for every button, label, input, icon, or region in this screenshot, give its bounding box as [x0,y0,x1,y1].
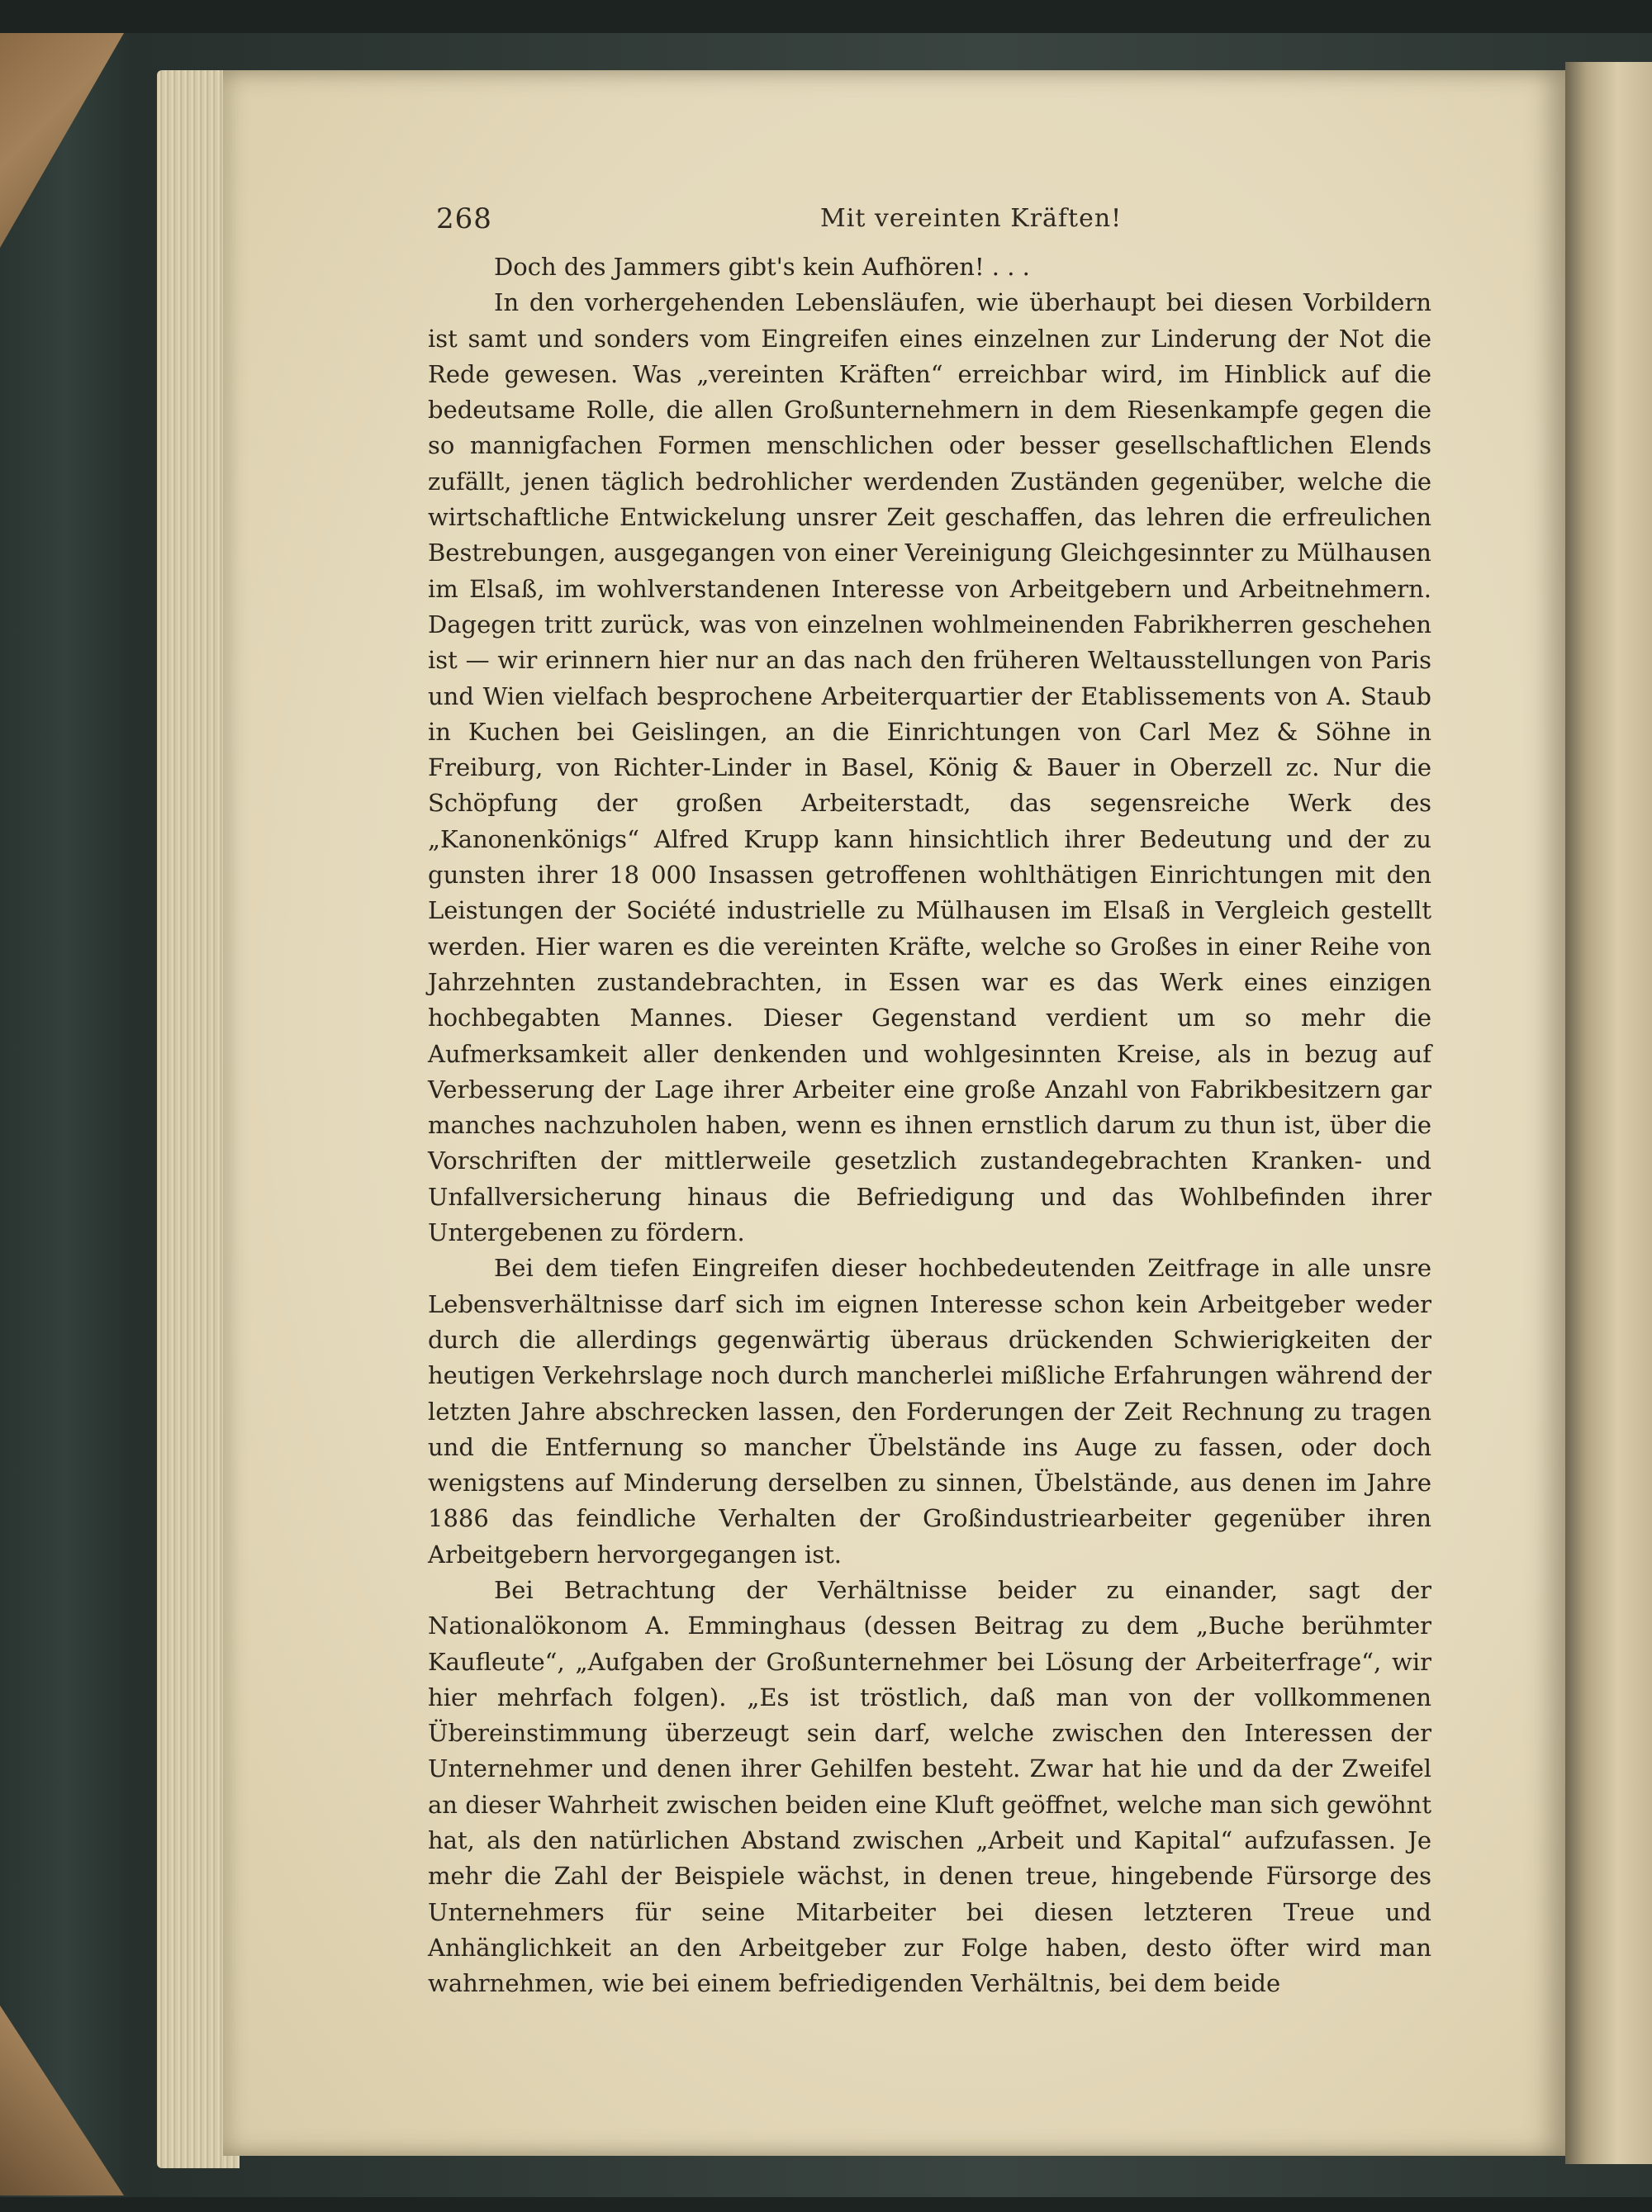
paragraph: Bei dem tiefen Eingreifen dieser hochbedeutenden Zeitfrage in alle unsre Lebensverhältnisse darf sich im eignen Interesse schon kein Arbeitgeber weder durch die allerdings gegenwärtig überaus drückenden Schwierigkeiten der heutigen Verkehrslage noch durch mancherlei mißliche Erfahrungen während der letzten Jahre abschrecken lassen, den Forderungen der Zeit Rechnung zu tragen und die Entfernung so mancher Übelstände ins Auge zu fassen, oder doch wenigstens auf Minderung derselben zu sinnen, Übelstände, aus denen im Jahre 1886 das feindliche Verhalten der Großindustriearbeiter gegenüber ihren Arbeitgebern hervorgegangen ist. [428,1254,1431,1569]
running-title: Mit vereinten Kräften! [820,204,1123,233]
page-header [436,202,1427,244]
page-number: 268 [436,202,492,235]
paragraph: In den vorhergehenden Lebensläufen, wie überhaupt bei diesen Vorbildern ist samt und sonders vom Eingreifen eines einzelnen zur Linderung der Not die Rede gewesen. Was „vereinten Kräften“ erreichbar wird, im Hinblick auf die bedeutsame Rolle, die allen Großunternehmern in dem Riesenkampfe gegen die so mannigfachen Formen menschlichen oder besser gesellschaftlichen Elends zufällt, jenen täglich bedrohlicher werdenden Zuständen gegenüber, welche die wirtschaftliche Entwickelung unsrer Zeit geschaffen, das lehren die erfreulichen Bestrebungen, ausgegangen von einer Vereinigung Gleichgesinnter zu Mülhausen im Elsaß, im wohlverstandenen Interesse von Arbeitgebern und Arbeitnehmern. Dagegen tritt zurück, was von einzelnen wohlmeinenden Fabrikherren geschehen ist — wir erinnern hier nur an das nach den früheren Weltausstellungen von Paris und Wien vielfach besprochene Arbeiterquartier der Etablissements von A. Staub in Kuchen bei Geislingen, an die Einrichtungen von Carl Mez & Söhne in Freiburg, von Richter-Linder in Basel, König & Bauer in Oberzell zc. Nur die Schöpfung der großen Arbeiterstadt, das segensreiche Werk des „Kanonenkönigs“ Alfred Krupp kann hinsichtlich ihrer Bedeutung und der zu gunsten ihrer 18 000 Insassen getroffenen wohlthätigen Einrichtungen mit den Leistungen der Société industrielle zu Mülhausen im Elsaß in Vergleich gestellt werden. Hier waren es die vereinten Kräfte, welche so Großes in einer Reihe von Jahrzehnten zustandebrachten, in Essen war es das Werk eines einzigen hochbegabten Mannes. Dieser Gegenstand verdient um so mehr die Aufmerksamkeit aller denkenden und wohlgesinnten Kreise, als in bezug auf Verbesserung der Lage ihrer Arbeiter eine große Anzahl von Fabrikbesitzern gar manches nachzuholen haben, wenn es ihnen ernstlich darum zu thun ist, über die Vorschriften der mittlerweile gesetzlich zustandegebrachten Kranken- und Unfallversicherung hinaus die Befriedigung und das Wohlbefinden ihrer Untergebenen zu fördern. [428,288,1431,1247]
body-text [428,249,1431,2002]
paragraph: Doch des Jammers gibt's kein Aufhören! . . . [494,253,1030,281]
facing-page-edge [1565,62,1652,2164]
paragraph: Bei Betrachtung der Verhältnisse beider zu einander, sagt der Nationalökonom A. Emminghaus (dessen Beitrag zu dem „Buche berühmter Kaufleute“, „Aufgaben der Großunternehmer bei Lösung der Arbeiterfrage“, wir hier mehrfach folgen). „Es ist tröstlich, daß man von der vollkommenen Übereinstimmung überzeugt sein darf, welche zwischen den Interessen der Unternehmer und denen ihrer Gehilfen besteht. Zwar hat hie und da der Zweifel an dieser Wahrheit zwischen beiden eine Kluft geöffnet, welche man sich gewöhnt hat, als den natürlichen Abstand zwischen „Arbeit und Kapital“ aufzufassen. Je mehr die Zahl der Beispiele wächst, in denen treue, hingebende Fürsorge des Unternehmers für seine Mitarbeiter bei diesen letzteren Treue und Anhänglichkeit an den Arbeitgeber zur Folge haben, desto öfter wird man wahrnehmen, wie bei einem befriedigenden Verhältnis, bei dem beide [428,1575,1431,1998]
